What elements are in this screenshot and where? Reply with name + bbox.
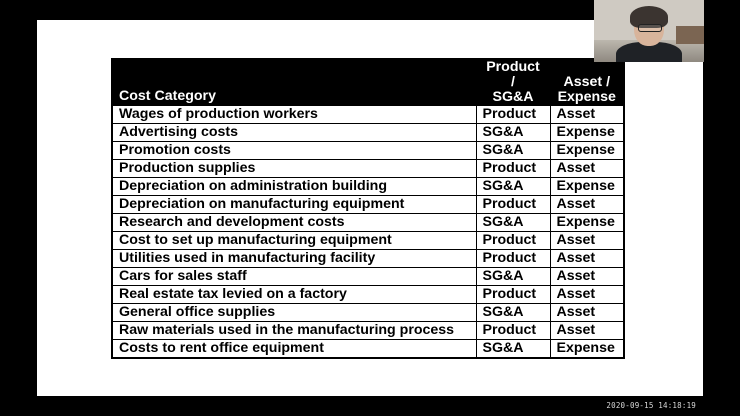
cell-cost-category: Costs to rent office equipment — [112, 340, 476, 359]
cell-cost-category: Advertising costs — [112, 124, 476, 142]
cell-asset-expense: Expense — [550, 340, 624, 359]
table-row — [112, 214, 624, 232]
cell-asset-expense: Asset — [550, 250, 624, 268]
header-cost-category-label: Cost Category — [119, 88, 216, 104]
cell-asset-expense: Asset — [550, 286, 624, 304]
header-asset-expense-line1: Asset / — [563, 74, 611, 90]
header-product-sga-line2: SG&A — [492, 89, 534, 105]
cell-product-sga: SG&A — [476, 178, 550, 196]
header-cost-category — [112, 59, 476, 106]
cell-product-sga: SG&A — [476, 124, 550, 142]
cell-cost-category: Depreciation on administration building — [112, 178, 476, 196]
cell-cost-category: Cost to set up manufacturing equipment — [112, 232, 476, 250]
cell-asset-expense: Asset — [550, 106, 624, 124]
table-row — [112, 322, 624, 340]
table-row — [112, 106, 624, 124]
header-product-sga-line1: Product / — [486, 59, 540, 90]
cell-cost-category: Real estate tax levied on a factory — [112, 286, 476, 304]
cell-product-sga: SG&A — [476, 340, 550, 359]
cell-product-sga: Product — [476, 232, 550, 250]
table-row — [112, 196, 624, 214]
cost-category-table — [111, 58, 625, 359]
cell-product-sga: Product — [476, 322, 550, 340]
cell-cost-category: Wages of production workers — [112, 106, 476, 124]
table-row — [112, 142, 624, 160]
cell-cost-category: Promotion costs — [112, 142, 476, 160]
table-body — [112, 106, 624, 359]
cell-product-sga: Product — [476, 250, 550, 268]
cell-product-sga: SG&A — [476, 268, 550, 286]
cell-asset-expense: Asset — [550, 196, 624, 214]
cell-cost-category: Depreciation on manufacturing equipment — [112, 196, 476, 214]
cell-cost-category: Raw materials used in the manufacturing process — [112, 322, 476, 340]
header-row — [112, 59, 624, 106]
recording-timestamp: 2020-09-15 14:18:19 — [606, 401, 696, 410]
header-asset-expense-line2: Expense — [557, 89, 616, 105]
cell-product-sga: Product — [476, 106, 550, 124]
table-row — [112, 232, 624, 250]
cell-asset-expense: Asset — [550, 304, 624, 322]
webcam-shelf — [676, 26, 704, 44]
cell-product-sga: SG&A — [476, 304, 550, 322]
cell-asset-expense: Expense — [550, 142, 624, 160]
table-row — [112, 286, 624, 304]
table-row — [112, 160, 624, 178]
cell-product-sga: Product — [476, 196, 550, 214]
cell-asset-expense: Expense — [550, 124, 624, 142]
header-product-sga — [476, 59, 550, 106]
table-header — [112, 59, 624, 106]
cell-asset-expense: Asset — [550, 322, 624, 340]
table-row — [112, 124, 624, 142]
cell-product-sga: SG&A — [476, 214, 550, 232]
cell-cost-category: Production supplies — [112, 160, 476, 178]
table-row — [112, 268, 624, 286]
cell-asset-expense: Asset — [550, 160, 624, 178]
cell-product-sga: Product — [476, 286, 550, 304]
table-row — [112, 340, 624, 359]
header-asset-expense — [550, 59, 624, 106]
cell-cost-category: Research and development costs — [112, 214, 476, 232]
table-row — [112, 250, 624, 268]
cell-asset-expense: Asset — [550, 268, 624, 286]
webcam-video-overlay — [594, 0, 704, 62]
cell-cost-category: Utilities used in manufacturing facility — [112, 250, 476, 268]
cell-cost-category: General office supplies — [112, 304, 476, 322]
table-row — [112, 304, 624, 322]
cell-product-sga: SG&A — [476, 142, 550, 160]
cell-product-sga: Product — [476, 160, 550, 178]
cell-cost-category: Cars for sales staff — [112, 268, 476, 286]
table-row — [112, 178, 624, 196]
webcam-presenter-glasses — [638, 24, 662, 32]
cell-asset-expense: Asset — [550, 232, 624, 250]
cell-asset-expense: Expense — [550, 178, 624, 196]
cell-asset-expense: Expense — [550, 214, 624, 232]
